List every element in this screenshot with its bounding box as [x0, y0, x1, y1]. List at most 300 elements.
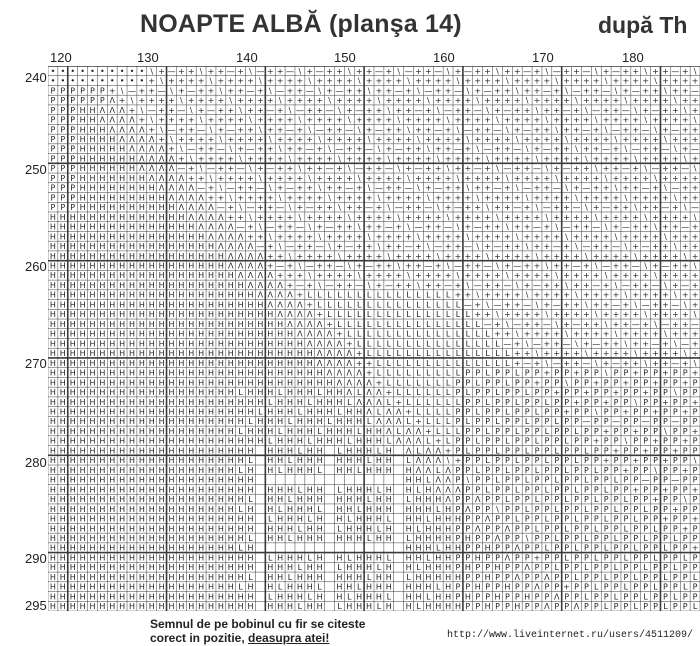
grid-symbol: + — [276, 134, 284, 144]
grid-symbol: H — [385, 602, 392, 611]
grid-symbol: H — [109, 280, 116, 290]
grid-symbol: + — [563, 203, 570, 213]
grid-symbol: \ — [486, 154, 489, 164]
grid-symbol: + — [642, 222, 650, 232]
grid-symbol: \ — [318, 280, 322, 290]
grid-symbol: P — [534, 514, 540, 524]
grid-symbol: + — [662, 66, 669, 76]
grid-symbol: \ — [604, 368, 608, 378]
grid-symbol: + — [474, 134, 482, 144]
grid-symbol: L — [337, 524, 342, 534]
grid-symbol: P — [672, 514, 678, 524]
grid-symbol: L — [515, 397, 520, 407]
grid-symbol: H — [257, 339, 264, 349]
grid-symbol: H — [326, 378, 333, 388]
grid-symbol: H — [306, 388, 313, 398]
grid-symbol: L — [653, 553, 658, 563]
grid-symbol: P — [643, 602, 649, 611]
grid-symbol: \ — [594, 310, 598, 320]
grid-symbol: H — [178, 242, 185, 252]
grid-symbol: H — [59, 407, 66, 417]
grid-symbol: H — [119, 193, 126, 203]
grid-symbol: + — [316, 173, 324, 183]
grid-symbol: Λ — [544, 572, 550, 582]
grid-symbol: H — [158, 534, 165, 544]
grid-symbol: + — [306, 251, 314, 261]
grid-symbol: + — [504, 251, 511, 261]
grid-symbol: H — [257, 417, 264, 427]
grid-symbol: P — [504, 446, 510, 456]
grid-symbol: L — [445, 378, 451, 388]
grid-symbol: H — [128, 261, 135, 271]
grid-symbol: P — [643, 378, 649, 388]
grid-symbol: L — [396, 319, 401, 329]
grid-symbol: H — [336, 465, 343, 475]
grid-symbol: P — [603, 495, 609, 505]
grid-symbol: + — [662, 456, 669, 466]
grid-symbol: Λ — [228, 242, 234, 252]
grid-symbol: + — [563, 144, 570, 154]
grid-symbol: P — [60, 154, 66, 164]
grid-symbol: H — [178, 407, 185, 417]
grid-symbol: + — [464, 154, 472, 164]
grid-symbol: H — [198, 417, 205, 427]
grid-symbol: — — [177, 105, 186, 115]
grid-symbol: H — [158, 504, 165, 514]
grid-symbol: H — [109, 251, 116, 261]
grid-symbol: H — [119, 378, 126, 388]
grid-symbol: P — [534, 368, 540, 378]
grid-symbol: — — [453, 86, 462, 96]
grid-symbol: + — [375, 378, 383, 388]
grid-symbol: H — [59, 388, 66, 398]
grid-symbol: + — [424, 134, 432, 144]
grid-symbol: \ — [357, 173, 361, 183]
grid-symbol: P — [544, 446, 550, 456]
grid-symbol: + — [405, 115, 412, 125]
grid-symbol: H — [237, 534, 244, 544]
grid-symbol: + — [395, 271, 403, 281]
grid-symbol: L — [366, 310, 372, 320]
grid-symbol: + — [385, 86, 393, 96]
grid-symbol: + — [444, 96, 452, 106]
grid-symbol: + — [533, 329, 541, 339]
grid-symbol: + — [326, 319, 333, 329]
grid-symbol: H — [425, 495, 432, 505]
grid-symbol: + — [662, 242, 669, 252]
grid-symbol: H — [217, 378, 224, 388]
grid-symbol: — — [355, 280, 364, 290]
grid-symbol: + — [533, 96, 541, 106]
grid-symbol: P — [643, 456, 649, 466]
grid-symbol: P — [554, 378, 560, 388]
grid-symbol: + — [592, 319, 600, 329]
grid-symbol: + — [326, 125, 333, 135]
grid-symbol: P — [80, 86, 85, 96]
grid-symbol: H — [148, 212, 155, 222]
grid-symbol: H — [148, 602, 155, 611]
grid-symbol: H — [336, 514, 343, 524]
grid-symbol: + — [434, 164, 442, 174]
grid-symbol: P — [524, 397, 530, 407]
grid-symbol: \ — [466, 86, 470, 96]
grid-symbol: H — [247, 446, 254, 456]
grid-symbol: H — [425, 543, 432, 553]
grid-symbol: L — [495, 349, 500, 359]
grid-symbol: — — [483, 144, 492, 154]
grid-symbol: + — [355, 154, 363, 164]
grid-symbol: H — [89, 310, 96, 320]
grid-symbol: + — [444, 86, 452, 96]
grid-symbol: P — [623, 514, 629, 524]
grid-symbol: + — [533, 125, 541, 135]
grid-symbol: Λ — [336, 349, 343, 359]
grid-symbol: L — [505, 465, 510, 475]
grid-symbol: + — [662, 368, 669, 378]
grid-symbol: + — [671, 154, 679, 164]
grid-symbol: + — [434, 280, 442, 290]
grid-symbol: P — [574, 563, 579, 573]
grid-symbol: + — [247, 154, 254, 164]
grid-symbol: P — [682, 417, 688, 427]
grid-symbol: — — [691, 86, 700, 96]
grid-symbol: + — [464, 290, 472, 300]
grid-symbol: \ — [407, 271, 410, 281]
grid-symbol: L — [416, 319, 421, 329]
grid-symbol: + — [237, 96, 244, 106]
grid-symbol: L — [564, 465, 569, 475]
grid-symbol: H — [49, 446, 56, 456]
grid-symbol: + — [573, 232, 580, 242]
grid-symbol: H — [49, 212, 56, 222]
grid-symbol: L — [376, 407, 382, 417]
grid-symbol: H — [119, 465, 126, 475]
grid-symbol: \ — [120, 86, 124, 96]
grid-symbol: Λ — [188, 183, 194, 193]
grid-symbol: L — [554, 504, 559, 514]
grid-symbol: Λ — [316, 349, 323, 359]
grid-symbol: H — [454, 514, 461, 524]
grid-symbol: H — [138, 349, 145, 359]
grid-symbol: Λ — [129, 134, 135, 144]
grid-symbol: + — [276, 125, 284, 135]
grid-symbol: Λ — [139, 134, 145, 144]
grid-symbol: + — [504, 242, 511, 252]
grid-symbol: + — [266, 203, 274, 213]
grid-symbol: Λ — [148, 173, 155, 183]
grid-symbol: + — [464, 203, 472, 213]
grid-symbol: H — [207, 388, 215, 398]
grid-symbol: P — [653, 485, 658, 495]
grid-symbol: \ — [456, 76, 460, 86]
grid-symbol: H — [346, 572, 353, 582]
grid-symbol: — — [612, 300, 621, 310]
grid-symbol: H — [227, 310, 234, 320]
grid-symbol: — — [286, 183, 295, 193]
grid-symbol: H — [227, 446, 234, 456]
grid-symbol: H — [217, 582, 224, 592]
grid-symbol: + — [424, 154, 432, 164]
grid-symbol: P — [603, 553, 609, 563]
grid-symbol: P — [514, 495, 520, 505]
grid-symbol: — — [226, 183, 235, 193]
grid-symbol: + — [523, 319, 531, 329]
grid-symbol: H — [148, 436, 155, 446]
grid-symbol: + — [365, 212, 373, 222]
grid-symbol: P — [544, 465, 550, 475]
grid-symbol: H — [277, 397, 284, 407]
grid-symbol: + — [405, 86, 412, 96]
grid-symbol: H — [109, 524, 116, 534]
grid-symbol: H — [138, 193, 145, 203]
grid-symbol: — — [236, 222, 245, 232]
grid-symbol: P — [50, 154, 56, 164]
grid-symbol: Λ — [158, 173, 165, 183]
grid-symbol: \ — [357, 222, 361, 232]
grid-symbol: H — [148, 592, 155, 602]
grid-symbol: H — [59, 504, 66, 514]
grid-symbol: Λ — [277, 290, 283, 300]
grid-symbol: \ — [288, 154, 292, 164]
grid-symbol: P — [534, 534, 540, 544]
grid-symbol: P — [564, 572, 570, 582]
grid-symbol: + — [474, 310, 482, 320]
grid-symbol: L — [406, 339, 411, 349]
grid-symbol: H — [188, 417, 195, 427]
grid-symbol: + — [237, 134, 244, 144]
grid-symbol: + — [681, 232, 689, 242]
grid-symbol: \ — [397, 164, 401, 174]
grid-symbol: P — [623, 543, 629, 553]
grid-symbol: P — [475, 514, 481, 524]
grid-symbol: \ — [604, 76, 608, 86]
grid-symbol: P — [495, 582, 500, 592]
grid-symbol: H — [217, 446, 224, 456]
grid-symbol: + — [583, 261, 590, 271]
grid-symbol: + — [336, 183, 343, 193]
grid-symbol: H — [128, 514, 135, 524]
grid-symbol: \ — [664, 426, 667, 436]
grid-symbol: H — [356, 563, 363, 573]
grid-symbol: H — [178, 592, 185, 602]
grid-symbol: P — [583, 368, 589, 378]
grid-symbol: H — [148, 397, 155, 407]
grid-symbol: H — [198, 368, 205, 378]
grid-symbol: — — [374, 183, 383, 193]
grid-symbol: L — [426, 378, 431, 388]
grid-symbol: + — [276, 173, 284, 183]
grid-symbol: H — [445, 582, 452, 592]
grid-symbol: + — [553, 105, 561, 115]
grid-symbol: P — [613, 426, 619, 436]
grid-symbol: + — [592, 125, 600, 135]
grid-symbol: H — [119, 524, 126, 534]
grid-symbol: H — [69, 280, 76, 290]
grid-symbol: H — [207, 290, 215, 300]
grid-symbol: + — [691, 397, 699, 407]
grid-symbol: P — [564, 456, 570, 466]
grid-symbol: P — [653, 397, 658, 407]
grid-symbol: H — [109, 271, 116, 281]
grid-symbol: H — [128, 300, 135, 310]
grid-symbol: + — [257, 154, 264, 164]
grid-symbol: + — [622, 203, 630, 213]
grid-symbol: L — [406, 495, 411, 505]
grid-symbol: + — [602, 426, 610, 436]
grid-symbol: — — [542, 86, 551, 96]
grid-symbol: + — [632, 358, 640, 368]
grid-symbol: P — [544, 563, 550, 573]
grid-symbol: H — [109, 134, 116, 144]
grid-symbol: H — [178, 543, 185, 553]
grid-symbol: Λ — [228, 232, 234, 242]
grid-symbol: H — [168, 203, 175, 213]
grid-symbol: + — [306, 193, 314, 203]
grid-symbol: P — [534, 563, 540, 573]
grid-symbol: H — [415, 582, 422, 592]
grid-symbol: H — [366, 465, 373, 475]
grid-symbol: + — [266, 242, 274, 252]
grid-symbol: H — [287, 339, 294, 349]
grid-symbol: — — [671, 125, 680, 135]
grid-symbol: H — [247, 407, 254, 417]
grid-symbol: H — [99, 164, 106, 174]
grid-symbol: + — [642, 193, 650, 203]
grid-symbol: H — [425, 534, 432, 544]
grid-symbol: + — [355, 134, 363, 144]
grid-symbol: — — [641, 125, 650, 135]
grid-symbol: + — [513, 193, 521, 203]
grid-symbol: H — [109, 290, 116, 300]
grid-symbol: H — [247, 310, 254, 320]
grid-symbol: + — [681, 212, 689, 222]
grid-symbol: + — [691, 76, 699, 86]
grid-symbol: \ — [575, 242, 578, 252]
grid-symbol: H — [217, 397, 224, 407]
grid-symbol: + — [513, 173, 521, 183]
grid-symbol: H — [385, 563, 392, 573]
grid-symbol: Λ — [119, 125, 125, 135]
grid-symbol: + — [681, 242, 689, 252]
grid-symbol: + — [612, 203, 620, 213]
grid-symbol: Λ — [425, 465, 432, 475]
grid-symbol: P — [692, 495, 698, 505]
grid-symbol: H — [158, 232, 165, 242]
grid-symbol: P — [643, 553, 649, 563]
grid-symbol: L — [337, 446, 342, 456]
grid-symbol: H — [198, 388, 205, 398]
grid-symbol: + — [355, 144, 363, 154]
grid-symbol: + — [474, 251, 482, 261]
grid-symbol: P — [50, 115, 56, 125]
grid-symbol: H — [138, 300, 145, 310]
grid-symbol: + — [365, 76, 373, 86]
grid-symbol: \ — [397, 66, 401, 76]
grid-symbol: H — [59, 212, 66, 222]
grid-symbol: H — [59, 242, 66, 252]
grid-symbol: H — [168, 514, 175, 524]
grid-symbol: — — [216, 203, 225, 213]
grid-symbol: H — [198, 504, 205, 514]
grid-symbol: • — [99, 76, 105, 86]
grid-symbol: + — [592, 96, 600, 106]
grid-symbol: + — [395, 232, 403, 242]
grid-symbol: + — [415, 115, 422, 125]
grid-symbol: H — [445, 534, 452, 544]
grid-symbol: H — [109, 232, 116, 242]
grid-symbol: H — [366, 436, 373, 446]
grid-symbol: + — [691, 543, 699, 553]
grid-symbol: H — [59, 271, 66, 281]
grid-symbol: H — [119, 173, 126, 183]
grid-symbol: L — [515, 426, 520, 436]
grid-symbol: H — [306, 572, 313, 582]
grid-symbol: H — [168, 212, 175, 222]
grid-symbol: H — [49, 358, 56, 368]
grid-symbol: + — [563, 290, 570, 300]
grid-symbol: + — [543, 280, 551, 290]
grid-symbol: — — [434, 242, 443, 252]
grid-symbol: \ — [160, 76, 163, 86]
grid-symbol: \ — [585, 349, 588, 359]
grid-symbol: + — [444, 203, 452, 213]
grid-symbol: H — [237, 378, 244, 388]
grid-symbol: \ — [545, 212, 549, 222]
grid-symbol: P — [603, 378, 609, 388]
grid-symbol: + — [662, 164, 669, 174]
grid-symbol: \ — [229, 144, 233, 154]
grid-symbol: H — [247, 300, 254, 310]
grid-symbol: + — [632, 115, 640, 125]
grid-symbol: P — [475, 592, 481, 602]
grid-symbol: H — [69, 504, 76, 514]
grid-symbol: L — [406, 319, 411, 329]
grid-symbol: — — [463, 242, 472, 252]
grid-symbol: P — [475, 563, 481, 573]
grid-symbol: \ — [377, 96, 381, 106]
grid-symbol: + — [494, 290, 501, 300]
grid-symbol: + — [424, 173, 432, 183]
grid-symbol: L — [475, 378, 480, 388]
grid-symbol: + — [652, 212, 659, 222]
grid-symbol: H — [89, 514, 96, 524]
grid-symbol: Λ — [99, 115, 106, 125]
grid-symbol: H — [247, 388, 254, 398]
grid-symbol: + — [148, 125, 156, 135]
grid-symbol: H — [336, 456, 343, 466]
grid-symbol: \ — [683, 251, 687, 261]
grid-symbol: + — [454, 96, 462, 106]
grid-symbol: \ — [407, 76, 410, 86]
grid-symbol: + — [681, 183, 689, 193]
grid-symbol: \ — [397, 115, 401, 125]
grid-symbol: H — [346, 456, 353, 466]
grid-symbol: + — [602, 242, 610, 252]
grid-symbol: H — [405, 504, 412, 514]
grid-symbol: H — [128, 290, 135, 300]
grid-symbol: + — [563, 251, 570, 261]
grid-symbol: — — [562, 164, 571, 174]
grid-symbol: Λ — [277, 310, 283, 320]
grid-symbol: L — [356, 290, 362, 300]
grid-symbol: \ — [624, 339, 628, 349]
grid-symbol: + — [523, 86, 531, 96]
grid-symbol: \ — [268, 86, 272, 96]
grid-symbol: \ — [525, 534, 529, 544]
grid-symbol: Λ — [415, 426, 422, 436]
grid-symbol: H — [207, 329, 215, 339]
grid-symbol: + — [652, 329, 659, 339]
